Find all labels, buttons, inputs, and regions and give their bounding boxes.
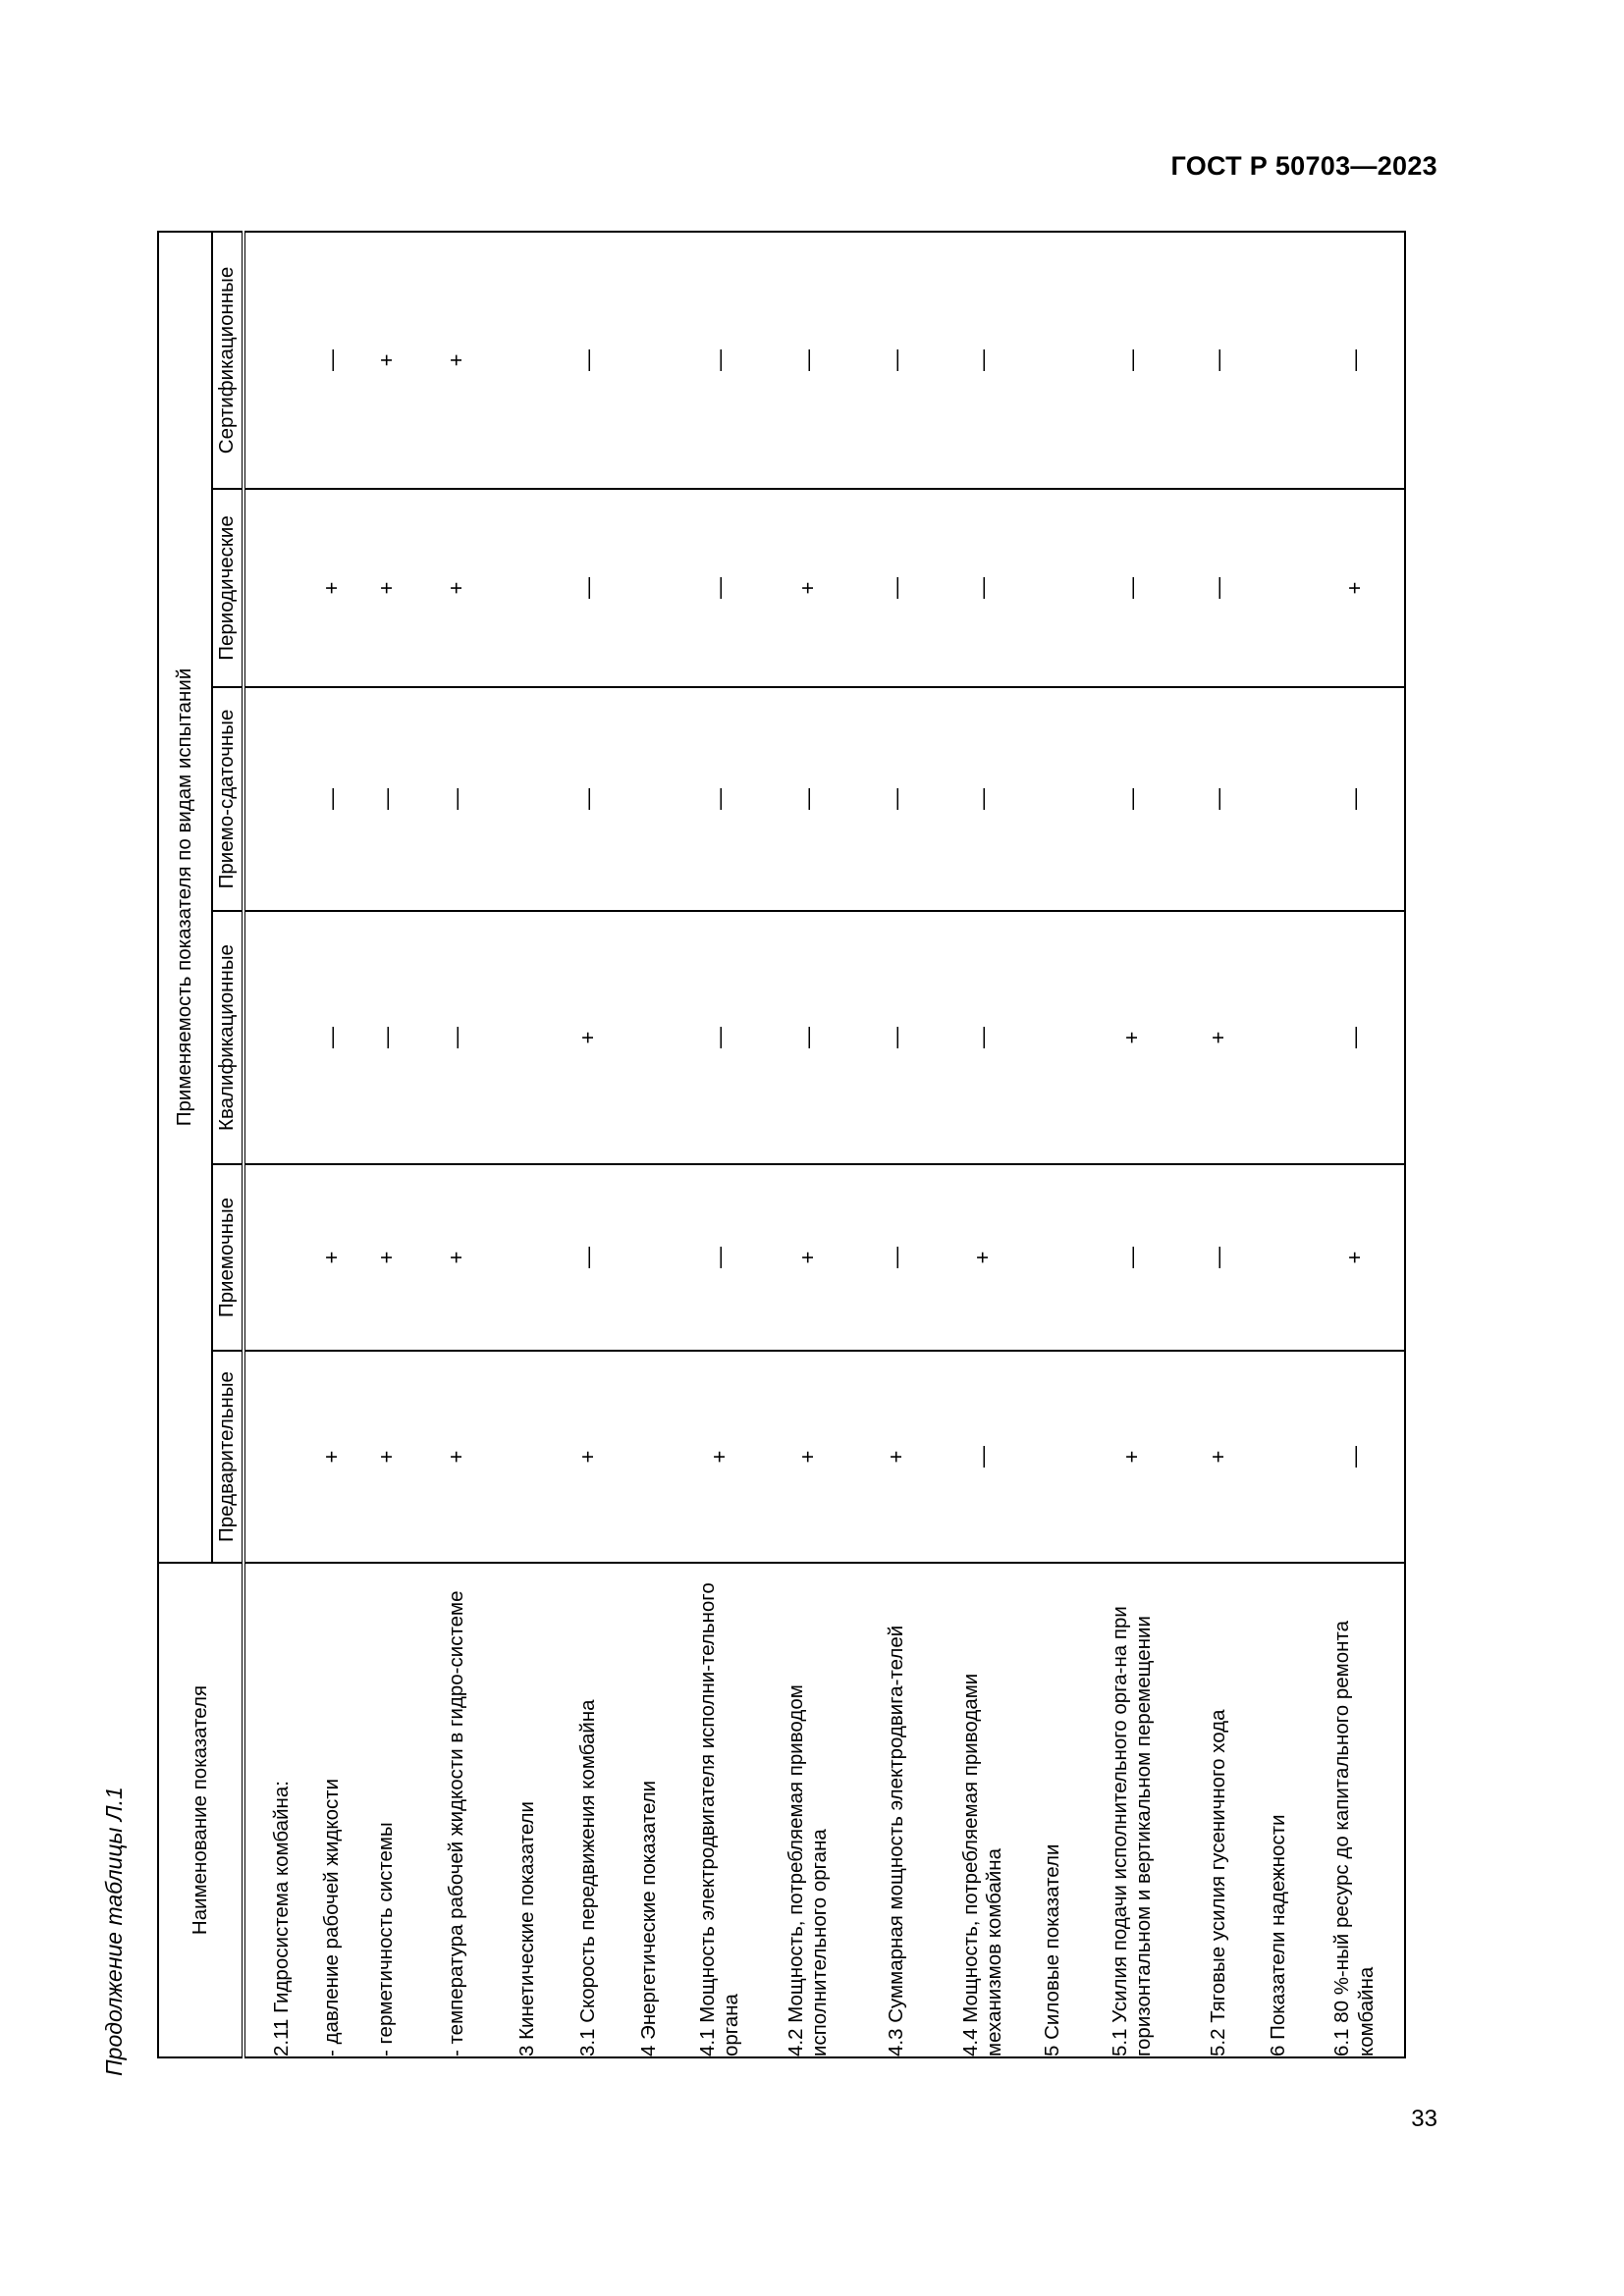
- applicability-mark-cell: +: [1079, 911, 1186, 1164]
- applicability-mark-cell: —: [555, 489, 623, 687]
- indicator-name-cell: - герметичность системы: [359, 1563, 414, 2057]
- table-row: [359, 232, 414, 2057]
- applicability-mark-cell: —: [763, 687, 853, 911]
- applicability-mark-cell: —: [853, 687, 940, 911]
- table-row: [1251, 232, 1306, 2057]
- applicability-mark-cell: [623, 687, 677, 911]
- applicability-mark-cell: [1251, 1164, 1306, 1351]
- table-row: [500, 232, 555, 2057]
- applicability-mark-cell: [244, 1164, 304, 1351]
- applicability-mark-cell: [1026, 911, 1079, 1164]
- test-type-header: Приемочные: [212, 1164, 244, 1351]
- applicability-mark-cell: +: [1079, 1351, 1186, 1563]
- applicability-mark-cell: +: [763, 489, 853, 687]
- applicability-mark-cell: +: [677, 1351, 763, 1563]
- table-row: [244, 232, 304, 2057]
- indicator-name-cell: 5.1 Усилия подачи исполнительного орга-на при горизонтальном и вертикальном перемещении: [1079, 1563, 1186, 2057]
- applicability-mark-cell: [623, 1351, 677, 1563]
- indicator-name-cell: 3 Кинетические показатели: [500, 1563, 555, 2057]
- applicability-mark-cell: —: [304, 687, 359, 911]
- applicability-mark-cell: —: [940, 489, 1026, 687]
- standard-designation: ГОСТ Р 50703—2023: [1170, 151, 1437, 181]
- applicability-mark-cell: [1251, 232, 1306, 489]
- applicability-mark-cell: —: [940, 232, 1026, 489]
- table-body: [244, 232, 1405, 2057]
- applicability-mark-cell: —: [1306, 1351, 1405, 1563]
- applicability-group-header: Применяемость показателя по видам испытаний: [158, 232, 212, 1563]
- table-caption: Продолжение таблицы Л.1: [101, 1787, 127, 2076]
- applicability-mark-cell: +: [1306, 489, 1405, 687]
- applicability-mark-cell: —: [555, 687, 623, 911]
- table-row: [1079, 232, 1186, 2057]
- applicability-mark-cell: —: [853, 489, 940, 687]
- table-row: [623, 232, 677, 2057]
- applicability-mark-cell: +: [1186, 911, 1251, 1164]
- applicability-mark-cell: +: [304, 1351, 359, 1563]
- applicability-mark-cell: +: [359, 1351, 414, 1563]
- applicability-mark-cell: [1251, 489, 1306, 687]
- test-type-header: Сертификационные: [212, 232, 244, 489]
- applicability-mark-cell: [500, 1351, 555, 1563]
- applicability-mark-cell: —: [359, 687, 414, 911]
- applicability-mark-cell: —: [1186, 232, 1251, 489]
- applicability-mark-cell: +: [1186, 1351, 1251, 1563]
- rotated-table-container: [157, 233, 1406, 2058]
- applicability-mark-cell: —: [677, 911, 763, 1164]
- applicability-mark-cell: [1251, 687, 1306, 911]
- applicability-mark-cell: +: [304, 489, 359, 687]
- applicability-mark-cell: [244, 1351, 304, 1563]
- applicability-mark-cell: —: [1186, 489, 1251, 687]
- applicability-mark-cell: —: [1186, 1164, 1251, 1351]
- applicability-mark-cell: —: [677, 489, 763, 687]
- table-row: [414, 232, 501, 2057]
- applicability-mark-cell: +: [763, 1164, 853, 1351]
- indicator-name-cell: 4.1 Мощность электродвигателя исполни-тельного органа: [677, 1563, 763, 2057]
- applicability-mark-cell: +: [359, 1164, 414, 1351]
- applicability-mark-cell: +: [359, 489, 414, 687]
- applicability-mark-cell: [1251, 1351, 1306, 1563]
- applicability-mark-cell: —: [1306, 687, 1405, 911]
- applicability-mark-cell: +: [304, 1164, 359, 1351]
- applicability-mark-cell: [623, 232, 677, 489]
- applicability-mark-cell: —: [677, 687, 763, 911]
- indicator-name-cell: - давление рабочей жидкости: [304, 1563, 359, 2057]
- test-type-header: Квалификационные: [212, 911, 244, 1164]
- applicability-mark-cell: —: [359, 911, 414, 1164]
- applicability-mark-cell: —: [414, 687, 501, 911]
- applicability-mark-cell: —: [1186, 687, 1251, 911]
- applicability-mark-cell: —: [1079, 232, 1186, 489]
- applicability-mark-cell: —: [763, 911, 853, 1164]
- test-type-header: Предварительные: [212, 1351, 244, 1563]
- applicability-mark-cell: —: [940, 687, 1026, 911]
- applicability-mark-cell: —: [940, 1351, 1026, 1563]
- applicability-mark-cell: —: [555, 232, 623, 489]
- indicator-name-cell: 5.2 Тяговые усилия гусеничного хода: [1186, 1563, 1251, 2057]
- applicability-mark-cell: [1026, 1164, 1079, 1351]
- applicability-mark-cell: [623, 911, 677, 1164]
- applicability-mark-cell: [500, 1164, 555, 1351]
- applicability-mark-cell: —: [304, 911, 359, 1164]
- applicability-mark-cell: [500, 232, 555, 489]
- applicability-mark-cell: [1026, 1351, 1079, 1563]
- applicability-mark-cell: +: [940, 1164, 1026, 1351]
- applicability-mark-cell: [244, 489, 304, 687]
- applicability-mark-cell: +: [414, 1351, 501, 1563]
- indicator-name-cell: 5 Силовые показатели: [1026, 1563, 1079, 2057]
- applicability-mark-cell: —: [677, 1164, 763, 1351]
- applicability-mark-cell: +: [414, 232, 501, 489]
- applicability-mark-cell: +: [763, 1351, 853, 1563]
- applicability-mark-cell: [244, 911, 304, 1164]
- table-row: [1186, 232, 1251, 2057]
- table-row: [555, 232, 623, 2057]
- table-row: [1026, 232, 1079, 2057]
- applicability-mark-cell: [1026, 687, 1079, 911]
- table-row: [853, 232, 940, 2057]
- name-column-header: Наименование показателя: [158, 1563, 244, 2057]
- applicability-mark-cell: [623, 489, 677, 687]
- applicability-mark-cell: [1026, 232, 1079, 489]
- applicability-mark-cell: —: [414, 911, 501, 1164]
- applicability-mark-cell: —: [1306, 232, 1405, 489]
- applicability-mark-cell: [500, 489, 555, 687]
- applicability-mark-cell: —: [1079, 489, 1186, 687]
- applicability-mark-cell: —: [1306, 911, 1405, 1164]
- table-row: [763, 232, 853, 2057]
- applicability-mark-cell: +: [1306, 1164, 1405, 1351]
- indicator-name-cell: 4.4 Мощность, потребляемая приводами механизмов комбайна: [940, 1563, 1026, 2057]
- page-number: 33: [1411, 2106, 1437, 2132]
- indicator-name-cell: 6.1 80 %-ный ресурс до капитального ремонта комбайна: [1306, 1563, 1405, 2057]
- applicability-mark-cell: —: [853, 232, 940, 489]
- applicability-mark-cell: [244, 687, 304, 911]
- applicability-mark-cell: —: [853, 1164, 940, 1351]
- indicator-name-cell: 3.1 Скорость передвижения комбайна: [555, 1563, 623, 2057]
- applicability-mark-cell: [500, 687, 555, 911]
- applicability-mark-cell: [500, 911, 555, 1164]
- applicability-mark-cell: —: [1079, 687, 1186, 911]
- applicability-mark-cell: +: [414, 489, 501, 687]
- applicability-mark-cell: —: [304, 232, 359, 489]
- applicability-mark-cell: —: [677, 232, 763, 489]
- indicator-name-cell: 2.11 Гидросистема комбайна:: [244, 1563, 304, 2057]
- applicability-mark-cell: [244, 232, 304, 489]
- applicability-mark-cell: +: [853, 1351, 940, 1563]
- indicator-name-cell: 4 Энергетические показатели: [623, 1563, 677, 2057]
- applicability-table: [157, 231, 1406, 2058]
- table-row: [677, 232, 763, 2057]
- applicability-mark-cell: —: [1079, 1164, 1186, 1351]
- table-row: [940, 232, 1026, 2057]
- applicability-mark-cell: +: [359, 232, 414, 489]
- applicability-mark-cell: [1026, 489, 1079, 687]
- indicator-name-cell: 4.2 Мощность, потребляемая приводом исполнительного органа: [763, 1563, 853, 2057]
- applicability-mark-cell: [1251, 911, 1306, 1164]
- indicator-name-cell: - температура рабочей жидкости в гидро-системе: [414, 1563, 501, 2057]
- table-row: [304, 232, 359, 2057]
- applicability-mark-cell: —: [853, 911, 940, 1164]
- applicability-mark-cell: —: [763, 232, 853, 489]
- table-row: [1306, 232, 1405, 2057]
- indicator-name-cell: 4.3 Суммарная мощность электродвига-телей: [853, 1563, 940, 2057]
- applicability-mark-cell: +: [555, 1351, 623, 1563]
- applicability-mark-cell: +: [414, 1164, 501, 1351]
- applicability-mark-cell: —: [555, 1164, 623, 1351]
- applicability-mark-cell: [623, 1164, 677, 1351]
- indicator-name-cell: 6 Показатели надежности: [1251, 1563, 1306, 2057]
- applicability-mark-cell: +: [555, 911, 623, 1164]
- applicability-mark-cell: —: [940, 911, 1026, 1164]
- test-type-header: Периодические: [212, 489, 244, 687]
- test-type-header: Приемо-сдаточные: [212, 687, 244, 911]
